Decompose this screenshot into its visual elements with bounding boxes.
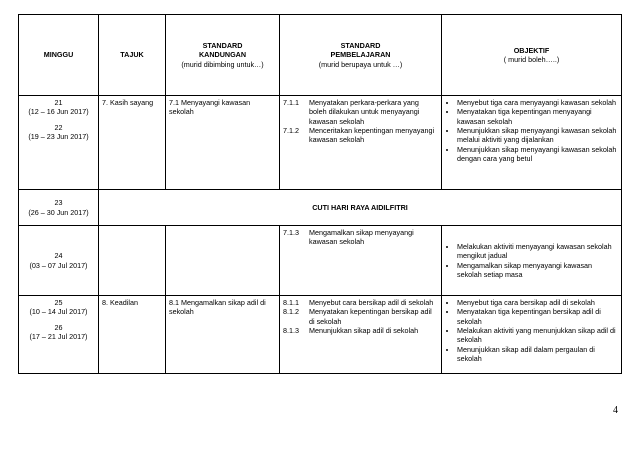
header-standard-kandungan-title: STANDARD KANDUNGAN bbox=[198, 40, 247, 60]
objektif-cell bbox=[442, 296, 622, 374]
item-number: 8.1.2 bbox=[283, 307, 299, 317]
table-row bbox=[19, 96, 622, 190]
objektif-item: • Menunjukkan sikap menyayangi kawasan sekolah melalui aktiviti yang dijalankan bbox=[457, 126, 618, 145]
tajuk-cell: 7. Kasih sayang bbox=[99, 96, 166, 190]
header-standard-pembelajaran bbox=[280, 15, 442, 96]
header-standard-kandungan bbox=[166, 15, 280, 96]
header-standard-pembelajaran-title: STANDARD PEMBELAJARAN bbox=[330, 40, 391, 60]
kandungan-cell bbox=[166, 226, 280, 296]
header-standard-pembelajaran-sub: (murid berupaya untuk …) bbox=[318, 59, 403, 69]
tajuk-cell: 8. Keadilan bbox=[99, 296, 166, 374]
table-row bbox=[19, 226, 622, 296]
objektif-item: • Menyatakan tiga kepentingan menyayangi kawasan sekolah bbox=[457, 107, 618, 126]
pembelajaran-item bbox=[283, 326, 438, 335]
objektif-item: • Menunjukkan sikap menyayangi kawasan sekolah dengan cara yang betul bbox=[457, 145, 618, 164]
header-objektif-title: OBJEKTIF bbox=[513, 45, 550, 55]
week-number: 26 bbox=[54, 322, 63, 332]
objektif-item: • Menyatakan tiga kepentingan bersikap adil di sekolah bbox=[457, 307, 618, 326]
week-dates: (10 – 14 Jul 2017) bbox=[29, 307, 88, 317]
week-number: 24 bbox=[54, 251, 63, 261]
pembelajaran-item bbox=[283, 298, 438, 307]
kandungan-cell: 8.1 Mengamalkan sikap adil di sekolah bbox=[166, 296, 280, 374]
week-dates: (19 – 23 Jun 2017) bbox=[28, 132, 89, 142]
week-number: 25 bbox=[54, 298, 63, 307]
pembelajaran-cell bbox=[280, 96, 442, 190]
item-number: 8.1.1 bbox=[283, 298, 299, 307]
table-row bbox=[19, 190, 622, 226]
header-standard-kandungan-sub: (murid dibimbing untuk…) bbox=[181, 59, 264, 69]
item-number: 7.1.1 bbox=[283, 98, 299, 107]
minggu-cell bbox=[19, 226, 99, 296]
objektif-item: • Menyebut tiga cara menyayangi kawasan sekolah bbox=[457, 98, 618, 107]
rpt-table bbox=[18, 14, 622, 374]
pembelajaran-item bbox=[283, 126, 438, 145]
week-dates: (17 – 21 Jul 2017) bbox=[29, 332, 88, 342]
table-row bbox=[19, 296, 622, 374]
item-text: Menceritakan kepentingan menyayangi kawasan sekolah bbox=[309, 126, 435, 145]
page-number: 4 bbox=[613, 405, 618, 416]
pembelajaran-cell bbox=[280, 296, 442, 374]
week-number: 21 bbox=[54, 98, 63, 107]
objektif-item: • Melakukan aktiviti yang menunjukkan sikap adil di sekolah bbox=[457, 326, 618, 345]
minggu-cell bbox=[19, 96, 99, 190]
kandungan-cell: 7.1 Menyayangi kawasan sekolah bbox=[166, 96, 280, 190]
item-text: Menunjukkan sikap adil di sekolah bbox=[309, 326, 419, 336]
week-number: 22 bbox=[54, 122, 63, 132]
week-number: 23 bbox=[54, 198, 63, 208]
week-dates: (26 – 30 Jun 2017) bbox=[28, 207, 89, 217]
item-number: 7.1.3 bbox=[283, 228, 299, 237]
header-minggu: MINGGU bbox=[19, 15, 99, 96]
pembelajaran-item bbox=[283, 228, 438, 247]
objektif-item: • Menyebut tiga cara bersikap adil di sekolah bbox=[457, 298, 618, 307]
minggu-cell bbox=[19, 190, 99, 226]
item-number: 7.1.2 bbox=[283, 126, 299, 136]
item-text: Menyatakan perkara-perkara yang boleh dilakukan untuk menyayangi kawasan sekolah bbox=[309, 98, 420, 126]
tajuk-cell bbox=[99, 226, 166, 296]
pembelajaran-cell bbox=[280, 226, 442, 296]
header-objektif bbox=[442, 15, 622, 96]
objektif-cell bbox=[442, 226, 622, 296]
objektif-cell bbox=[442, 96, 622, 190]
item-number: 8.1.3 bbox=[283, 326, 299, 336]
header-row bbox=[19, 15, 622, 96]
header-objektif-sub: ( murid boleh…..) bbox=[503, 55, 560, 64]
header-tajuk: TAJUK bbox=[99, 15, 166, 96]
objektif-item: • Menunjukkan sikap adil dalam pergaulan di sekolah bbox=[457, 345, 618, 364]
objektif-item: • Melakukan aktiviti menyayangi kawasan sekolah mengikut jadual bbox=[457, 242, 618, 261]
pembelajaran-item bbox=[283, 98, 438, 126]
item-text: Menyatakan kepentingan bersikap adil di sekolah bbox=[309, 307, 432, 326]
item-text: Mengamalkan sikap menyayangi kawasan sekolah bbox=[309, 228, 414, 247]
item-text: Menyebut cara bersikap adil di sekolah bbox=[309, 298, 434, 307]
holiday-cell: CUTI HARI RAYA AIDILFITRI bbox=[99, 190, 622, 226]
minggu-cell bbox=[19, 296, 99, 374]
week-dates: (12 – 16 Jun 2017) bbox=[28, 107, 89, 117]
pembelajaran-item bbox=[283, 307, 438, 326]
objektif-item: • Mengamalkan sikap menyayangi kawasan sekolah setiap masa bbox=[457, 261, 618, 280]
week-dates: (03 – 07 Jul 2017) bbox=[29, 260, 88, 270]
